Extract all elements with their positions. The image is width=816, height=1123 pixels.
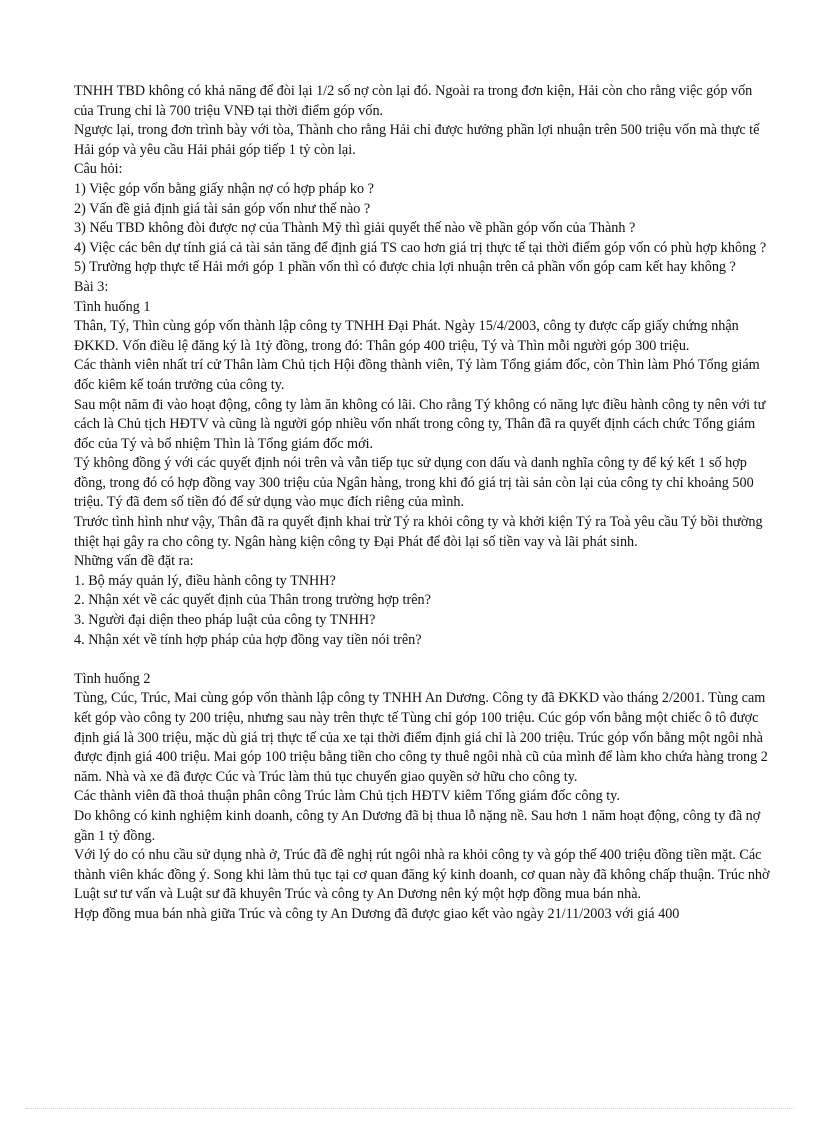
- paragraph: Thân, Tý, Thìn cùng góp vốn thành lập công ty TNHH Đại Phát. Ngày 15/4/2003, công ty được cấp giấy chứng nhận ĐKKD. Vốn điều lệ đăng ký là 1tỷ đồng, trong đó: Thân góp 400 triệu, Tý và Thìn mỗi người góp 300 triệu.: [74, 318, 739, 354]
- issue-item: 2. Nhận xét về các quyết định của Thân trong trường hợp trên?: [74, 592, 431, 609]
- issues-heading: Những vấn đề đặt ra:: [74, 553, 194, 570]
- issue-item: 4. Nhận xét về tính hợp pháp của hợp đồng vay tiền nói trên?: [74, 631, 422, 648]
- question-item: 2) Vấn đề giả định giá tài sản góp vốn như thế nào ?: [74, 200, 371, 217]
- question-item: 5) Trường hợp thực tế Hải mới góp 1 phần vốn thì có được chia lợi nhuận trên cả phần vốn góp cam kết hay không ?: [74, 259, 736, 276]
- case-heading: Tình huống 1: [74, 298, 151, 315]
- paragraph: Các thành viên đã thoả thuận phân công Trúc làm Chủ tịch HĐTV kiêm Tổng giám đốc công ty.: [74, 788, 620, 805]
- paragraph: Với lý do có nhu cầu sử dụng nhà ở, Trúc đã đề nghị rút ngôi nhà ra khỏi công ty và góp thế 400 triệu đồng tiền mặt. Các thành viên khác đồng ý. Song khi làm thủ tục tại cơ quan đăng ký kinh doanh, cơ quan này đã không chấp thuận. Trúc nhờ Luật sư tư vấn và Luật sư đã khuyên Trúc và công ty An Dương nên ký một hợp đồng mua bán nhà.: [74, 847, 770, 903]
- question-item: 3) Nếu TBD không đòi được nợ của Thành Mỹ thì giải quyết thế nào về phần góp vốn của Thành ?: [74, 220, 636, 237]
- question-item: 1) Việc góp vốn bằng giấy nhận nợ có hợp pháp ko ?: [74, 180, 374, 197]
- paragraph: Ngược lại, trong đơn trình bày với tòa, Thành cho rằng Hải chỉ được hưởng phần lợi nhuận trên 500 triệu vốn mà thực tế Hải góp và yêu cầu Hải phải góp tiếp 1 tỷ còn lại.: [74, 122, 760, 158]
- paragraph: TNHH TBD không có khả năng để đòi lại 1/2 số nợ còn lại đó. Ngoài ra trong đơn kiện, Hải còn cho rằng việc góp vốn của Trung chỉ là 700 triệu VNĐ tại thời điểm góp vốn.: [74, 83, 753, 119]
- issue-item: 1. Bộ máy quản lý, điều hành công ty TNHH?: [74, 572, 336, 589]
- document-body: [74, 82, 774, 925]
- question-item: 4) Việc các bên dự tính giá cả tài sản tăng để định giá TS cao hơn giá trị thực tế tại thời điểm góp vốn có phù hợp không ?: [74, 239, 767, 256]
- paragraph: Trước tình hình như vậy, Thân đã ra quyết định khai trừ Tý ra khỏi công ty và khởi kiện Tý ra Toà yêu cầu Tý bồi thường thiệt hại gây ra cho công ty. Ngân hàng kiện công ty Đại Phát để đòi lại số tiền vay và lãi phát sinh.: [74, 514, 763, 550]
- paragraph: Tùng, Cúc, Trúc, Mai cùng góp vốn thành lập công ty TNHH An Dương. Công ty đã ĐKKD vào tháng 2/2001. Tùng cam kết góp vào công ty 200 triệu, nhưng sau này trên thực tế Tùng chỉ góp 100 triệu. Cúc góp vốn bằng một chiếc ô tô được định giá là 300 triệu, mặc dù giá trị thực tế của xe tại thời điểm định giá chỉ là 200 triệu. Trúc góp vốn bằng một ngôi nhà được định giá 400 triệu. Mai góp 100 triệu bằng tiền cho công ty thuê ngôi nhà cũ của mình để làm kho chứa hàng trong 2 năm. Nhà và xe đã được Cúc và Trúc làm thủ tục chuyển giao quyền sở hữu cho công ty.: [74, 690, 768, 785]
- issue-item: 3. Người đại diện theo pháp luật của công ty TNHH?: [74, 612, 376, 629]
- paragraph: Do không có kinh nghiệm kinh doanh, công ty An Dương đã bị thua lỗ nặng nề. Sau hơn 1 năm hoạt động, công ty đã nợ gần 1 tỷ đồng.: [74, 807, 761, 844]
- paragraph: Sau một năm đi vào hoạt động, công ty làm ăn không có lãi. Cho rằng Tý không có năng lực điều hành công ty nên với tư cách là Chủ tịch HĐTV và cũng là người góp nhiều vốn nhất trong công ty, Thân đã ra quyết định cách chức Tổng giám đốc của Tý và bổ nhiệm Thìn là Tổng giám đốc mới.: [74, 396, 766, 452]
- questions-heading: Câu hỏi:: [74, 161, 123, 178]
- section-heading: Bài 3:: [74, 278, 109, 295]
- paragraph: Các thành viên nhất trí cử Thân làm Chủ tịch Hội đồng thành viên, Tý làm Tổng giám đốc, còn Thìn làm Phó Tổng giám đốc kiêm kế toán trưởng của công ty.: [74, 357, 760, 393]
- case-heading: Tình huống 2: [74, 670, 151, 687]
- page-bottom-divider: [26, 1108, 794, 1109]
- blank-line: [74, 650, 774, 670]
- paragraph: Tý không đồng ý với các quyết định nói trên và vẫn tiếp tục sử dụng con dấu và danh nghĩa công ty để ký kết 1 số hợp đồng, trong đó có hợp đồng vay 300 triệu của Ngân hàng, trong khi đó giá trị tài sản còn lại của công ty chỉ khoảng 500 triệu. Tý đã đem số tiền đó để sử dụng vào mục đích riêng của mình.: [74, 455, 754, 511]
- paragraph: Hợp đồng mua bán nhà giữa Trúc và công ty An Dương đã được giao kết vào ngày 21/11/2003 với giá 400: [74, 905, 680, 922]
